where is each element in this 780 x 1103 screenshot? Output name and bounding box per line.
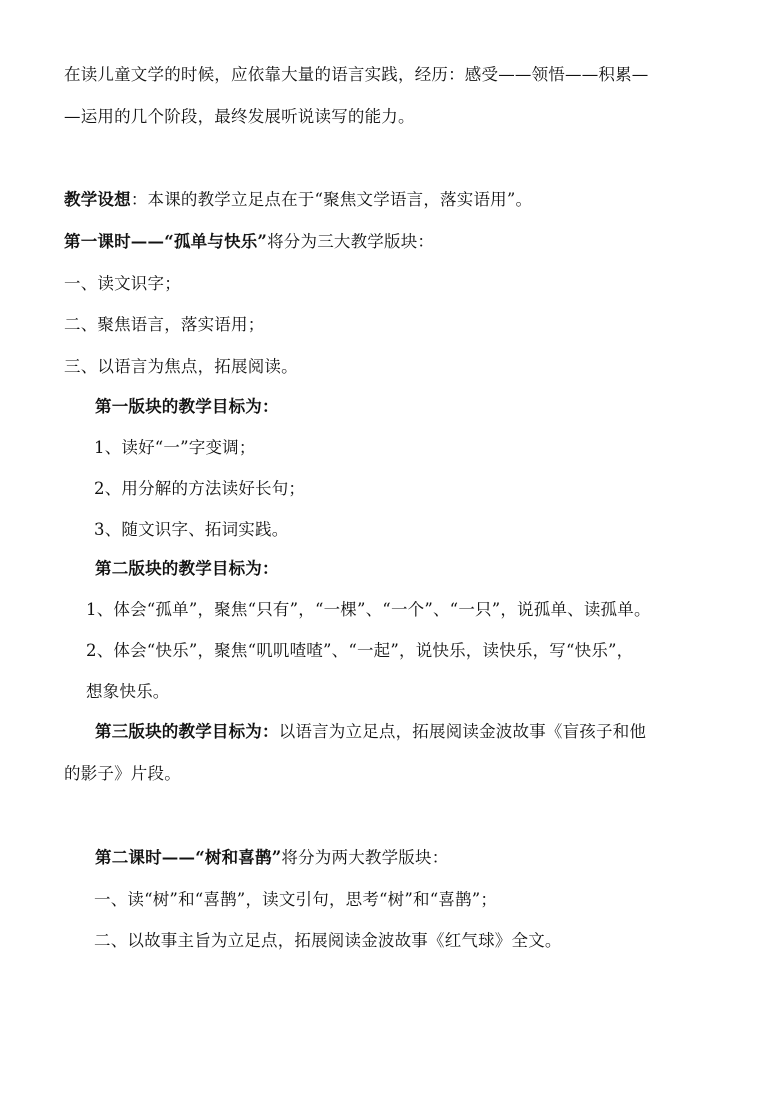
section3-text-line-2: 的影子》片段。 xyxy=(64,764,181,783)
lesson1-block-1: 一、读文识字； xyxy=(64,274,181,293)
teaching-idea-text: ：本课的教学立足点在于“聚焦文学语言，落实语用”。 xyxy=(130,190,533,209)
lesson1-heading-rest: 将分为三大教学版块： xyxy=(267,232,435,251)
section3-title: 第三版块的教学目标为： xyxy=(95,722,279,741)
section1-item-2: 2、用分解的方法读好长句； xyxy=(94,479,306,498)
lesson2-heading-title: 第二课时——“树和喜鹊” xyxy=(95,848,282,867)
section2-item-2-line-2: 想象快乐。 xyxy=(86,682,170,701)
section1-title: 第一版块的教学目标为： xyxy=(95,397,279,416)
lesson1-heading-title: 第一课时——“孤单与快乐” xyxy=(64,232,268,251)
lesson2-heading xyxy=(95,847,448,869)
section3-text-line-1: 以语言为立足点，拓展阅读金波故事《盲孩子和他 xyxy=(278,722,647,741)
teaching-idea xyxy=(64,189,532,211)
section2-item-2-line-1: 2、体会“快乐”，聚焦“叽叽喳喳”、“一起”，说快乐，读快乐，写“快乐”， xyxy=(86,641,634,660)
section1-item-1: 1、读好“一”字变调； xyxy=(94,438,256,457)
lesson2-heading-rest: 将分为两大教学版块： xyxy=(281,848,449,867)
lesson1-block-3: 三、以语言为焦点，拓展阅读。 xyxy=(64,357,298,376)
lesson1-block-2: 二、聚焦语言，落实语用； xyxy=(64,315,265,334)
section2-title: 第二版块的教学目标为： xyxy=(95,559,279,578)
lesson1-heading xyxy=(64,231,434,253)
intro-line-1: 在读儿童文学的时候，应依靠大量的语言实践，经历：感受——领悟——积累— xyxy=(64,65,649,84)
lesson2-block-2: 二、以故事主旨为立足点，拓展阅读金波故事《红气球》全文。 xyxy=(94,931,562,950)
section2-item-1: 1、体会“孤单”，聚焦“只有”，“一棵”、“一个”、“一只”，说孤单、读孤单。 xyxy=(86,600,651,619)
section3 xyxy=(95,721,646,743)
teaching-idea-label: 教学设想 xyxy=(64,190,131,209)
intro-line-2: —运用的几个阶段，最终发展听说读写的能力。 xyxy=(64,107,415,126)
section1-item-3: 3、随文识字、拓词实践。 xyxy=(94,520,289,539)
lesson2-block-1: 一、读“树”和“喜鹊”，读文引句，思考“树”和“喜鹊”； xyxy=(94,890,498,909)
